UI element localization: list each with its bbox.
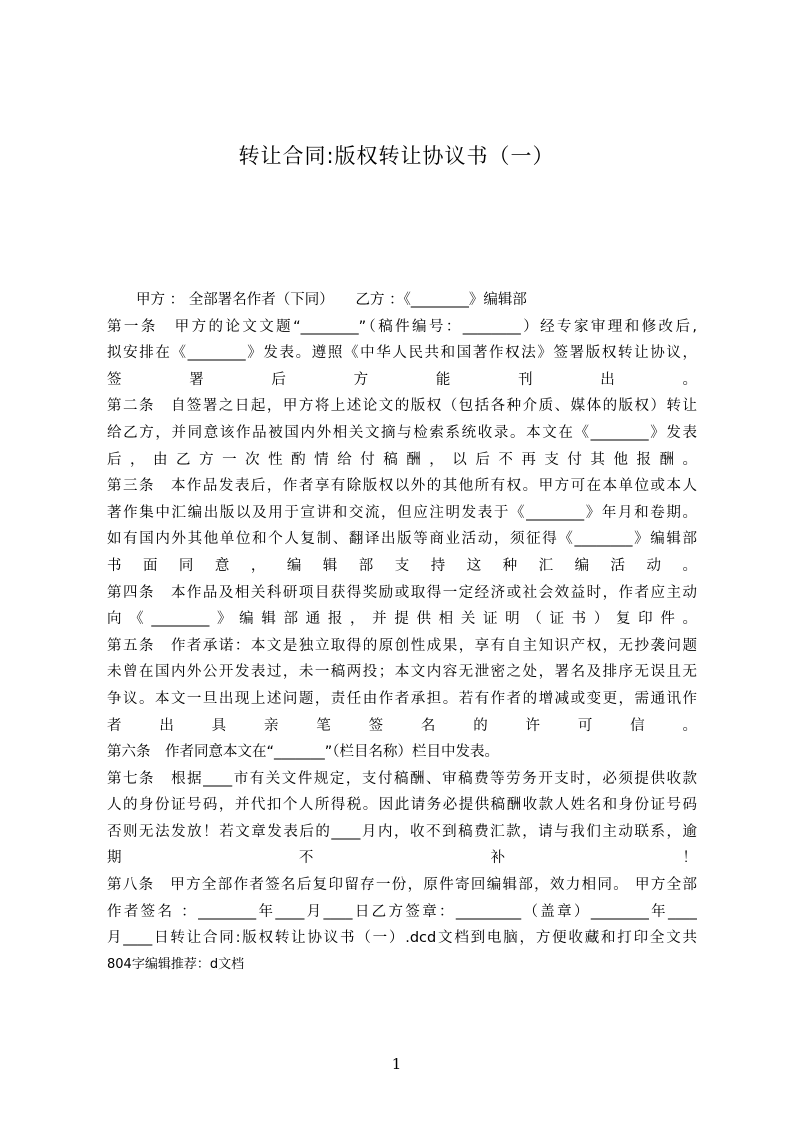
body-line: 后，由乙方一次性酌情给付稿酬，以后不再支付其他报酬。 [107,451,697,468]
body-line: 如有国内外其他单位和个人复制、翻译出版等商业活动，须征得《________》编辑部 [107,531,697,548]
body-line: 给乙方，并同意该作品被国内外相关文摘与检索系统收录。本文在《________》发表 [107,424,697,441]
body-line: 第五条 作者承诺：本文是独立取得的原创性成果，享有自主知识产权，无抄袭问题 [107,637,697,654]
body-line: 第三条 本作品发表后，作者享有除版权以外的其他所有权。甲方可在本单位或本人 [107,478,697,495]
body-line: 月____日转让合同:版权转让协议书（一）.dcd文档到电脑，方便收藏和打印全文共 [107,930,697,947]
body-line: 作者签名 ：________年____月____日乙方签章：_________（盖章）________年____ [107,903,697,920]
body-line: 第八条 甲方全部作者签名后复印留存一份，原件寄回编辑部，效力相同。 甲方全部 [107,877,697,894]
body-line: 否则无法发放！若文章发表后的____月内，收不到稿费汇款，请与我们主动联系，逾 [107,823,697,840]
page-number: 1 [391,1055,402,1073]
contract-body [107,287,697,978]
body-line: 第四条 本作品及相关科研项目获得奖励或取得一定经济或社会效益时，作者应主动 [107,584,697,601]
body-line: 甲方 ： 全部署名作者（下同） 乙方 ：《________》编辑部 [107,292,527,308]
body-line: 者 出 具 亲 笔 签 名 的 许 可 信 。 [107,717,697,734]
body-line: 第二条 自签署之日起，甲方将上述论文的版权（包括各种介质、媒体的版权）转让 [107,398,697,415]
body-line: 人的身份证号码，并代扣个人所得税。因此请务必提供稿酬收款人姓名和身份证号码 [107,797,697,814]
body-line: 争议。本文一旦出现上述问题，责任由作者承担。若有作者的增减或变更，需通讯作 [107,690,697,707]
body-line: 拟安排在《________》发表。遵照《中华人民共和国著作权法》签署版权转让协议， [107,345,697,362]
body-line: 向《________》编辑部通报，并提供相关证明（证书）复印件。 [107,611,697,628]
body-line: 未曾在国内外公开发表过，未一稿两投；本文内容无泄密之处，署名及排序无误且无 [107,664,697,681]
body-line: 著作集中汇编出版以及用于宣讲和交流，但应注明发表于《________》年月和卷期。 [107,504,697,521]
body-line: 第七条 根据____市有关文件规定，支付稿酬、审稿费等劳务开支时，必须提供收款 [107,770,697,787]
body-line: 第一条 甲方的论文文题“________”（稿件编号：________）经专家审理和修改后, [107,318,697,335]
document-title: 转让合同:版权转让协议书（一） [238,144,555,168]
body-line: 期 不 补 ！ [107,850,697,867]
body-line: 第六条 作者同意本文在“_______”（栏目名称）栏目中发表。 [107,744,500,761]
body-line: 书面同意，编辑部支持这种汇编活动。 [107,557,697,574]
body-line: 804字编辑推荐：d文档 [107,956,245,972]
body-line: 签 署 后 方 能 刊 出 。 [107,371,697,388]
